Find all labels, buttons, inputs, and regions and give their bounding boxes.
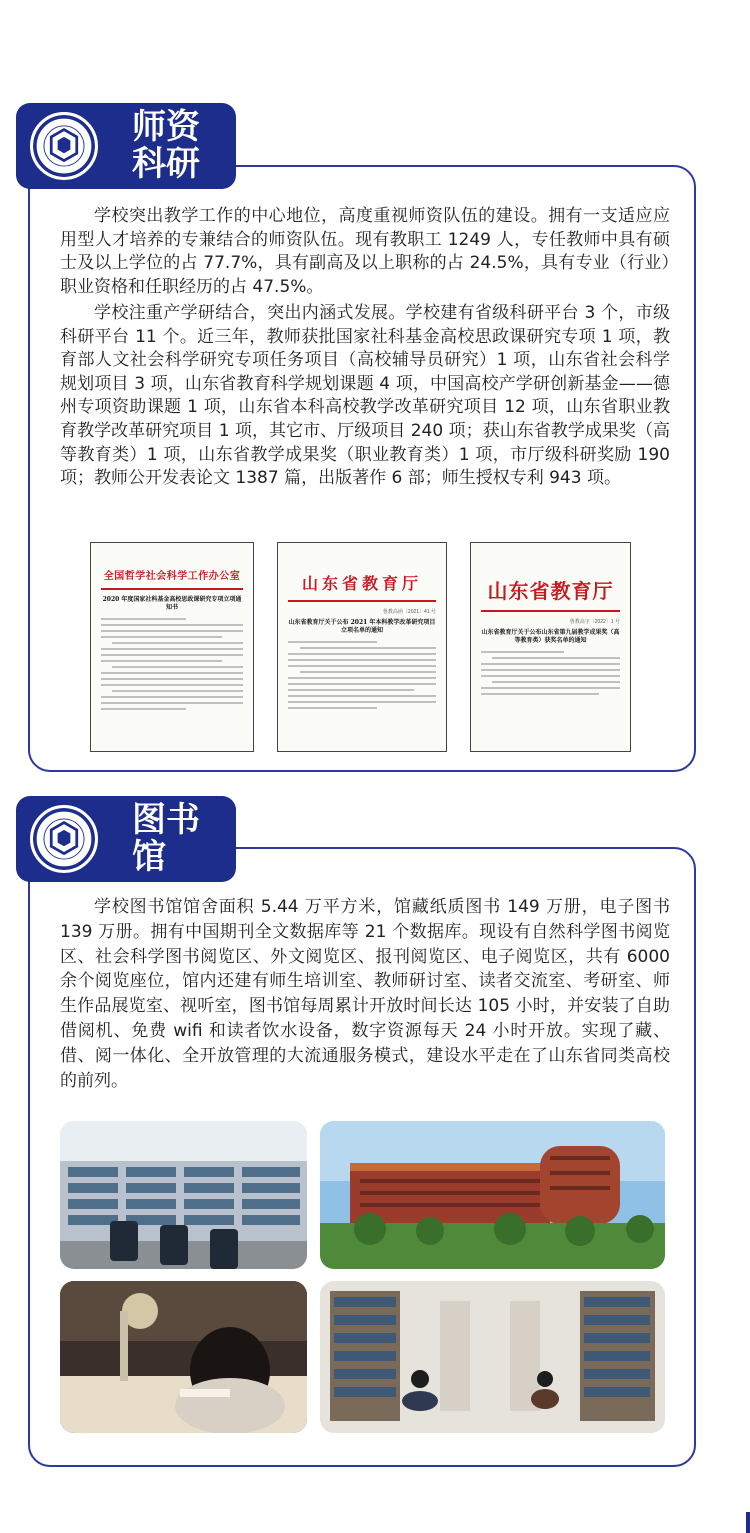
library-building-photo — [320, 1121, 665, 1269]
faculty-paragraph: 学校突出教学工作的中心地位，高度重视师资队伍的建设。拥有一支适应应用型人才培养的专兼结合的师资队伍。现有教职工 1249 人，专任教师中具有硕士及以上学位的占 77.7%，具有副高及以上职称的占 24.5%，具有专业（行业）职业资格和任职经历的占 47.5%。 — [60, 206, 670, 297]
document-body-lines — [101, 618, 243, 710]
document-body-lines — [288, 641, 436, 709]
document-header: 山东省教育厅 — [487, 579, 614, 603]
document-number: 鲁教高函〔2021〕41 号 — [382, 608, 436, 615]
document-rule — [101, 588, 243, 590]
document-title: 2020 年度国家社科基金高校思政课研究专项立项通知书 — [102, 595, 242, 611]
section-title: 师资科研 — [132, 107, 200, 184]
document-number: 鲁教高字〔2022〕1 号 — [569, 618, 620, 625]
library-reading-room-photo — [60, 1121, 307, 1269]
document-title: 山东省教育厅关于公布山东省第九届教学成果奖（高等教育类）获奖名单的通知 — [481, 628, 620, 644]
section-title: 图书馆 — [132, 800, 200, 877]
document-rule — [481, 610, 620, 612]
library-header — [16, 796, 236, 882]
document-body-lines — [481, 651, 620, 695]
university-logo-icon — [30, 805, 98, 873]
student-studying-photo — [60, 1281, 307, 1433]
document-rule — [288, 600, 436, 602]
document-image — [277, 542, 447, 752]
library-paragraph: 学校图书馆馆舍面积 5.44 万平方米，馆藏纸质图书 149 万册，电子图书 139 万册。拥有中国期刊全文数据库等 21 个数据库。现设有自然科学图书阅览区、社会科学图书阅览区、外文阅览区、报刊阅览区、电子阅览区，共有 6000 余个阅览座位，馆内还建有师生培训室、教师研讨室、读者交流室、考研室、师生作品展览室、视听室，图书馆每周累计开放时间长达 105 小时，并安装了自助借阅机、免费 wifi 和读者饮水设备，数字资源每天 24 小时开放。实现了藏、借、阅一体化、全开放管理的大流通服务模式，建设水平走在了山东省同类高校的前列。 — [60, 897, 670, 1091]
library-stacks-photo — [320, 1281, 665, 1433]
document-header: 山东省教育厅 — [301, 574, 422, 593]
research-paragraph: 学校注重产学研结合，突出内涵式发展。学校建有省级科研平台 3 个，市级科研平台 11 个。近三年，教师获批国家社科基金高校思政课研究专项 1 项，教育部人文社会科学研究专项任务项目（高校辅导员研究）1 项，山东省社会科学规划项目 3 项，山东省教育科学规划课题 4 项，中国高校产学研创新基金——德州专项资助课题 1 项，山东省本科高校教学改革研究项目 12 项，山东省职业教育教学改革研究项目 1 项，其它市、厅级项目 240 项；获山东省教学成果奖（高等教育类）1 项，山东省教学成果奖（职业教育类）1 项，市厅级科研奖励 190 项；教师公开发表论文 1387 篇，出版著作 6 部；师生授权专利 943 项。 — [60, 303, 670, 489]
document-title: 山东省教育厅关于公布 2021 年本科教学改革研究项目立项名单的通知 — [288, 618, 436, 634]
document-header: 全国哲学社会科学工作办公室 — [103, 571, 241, 582]
document-image — [470, 542, 631, 752]
university-logo-icon — [30, 112, 98, 180]
faculty-research-header — [16, 103, 236, 189]
document-image — [90, 542, 254, 752]
page-edge-accent — [746, 1512, 750, 1533]
